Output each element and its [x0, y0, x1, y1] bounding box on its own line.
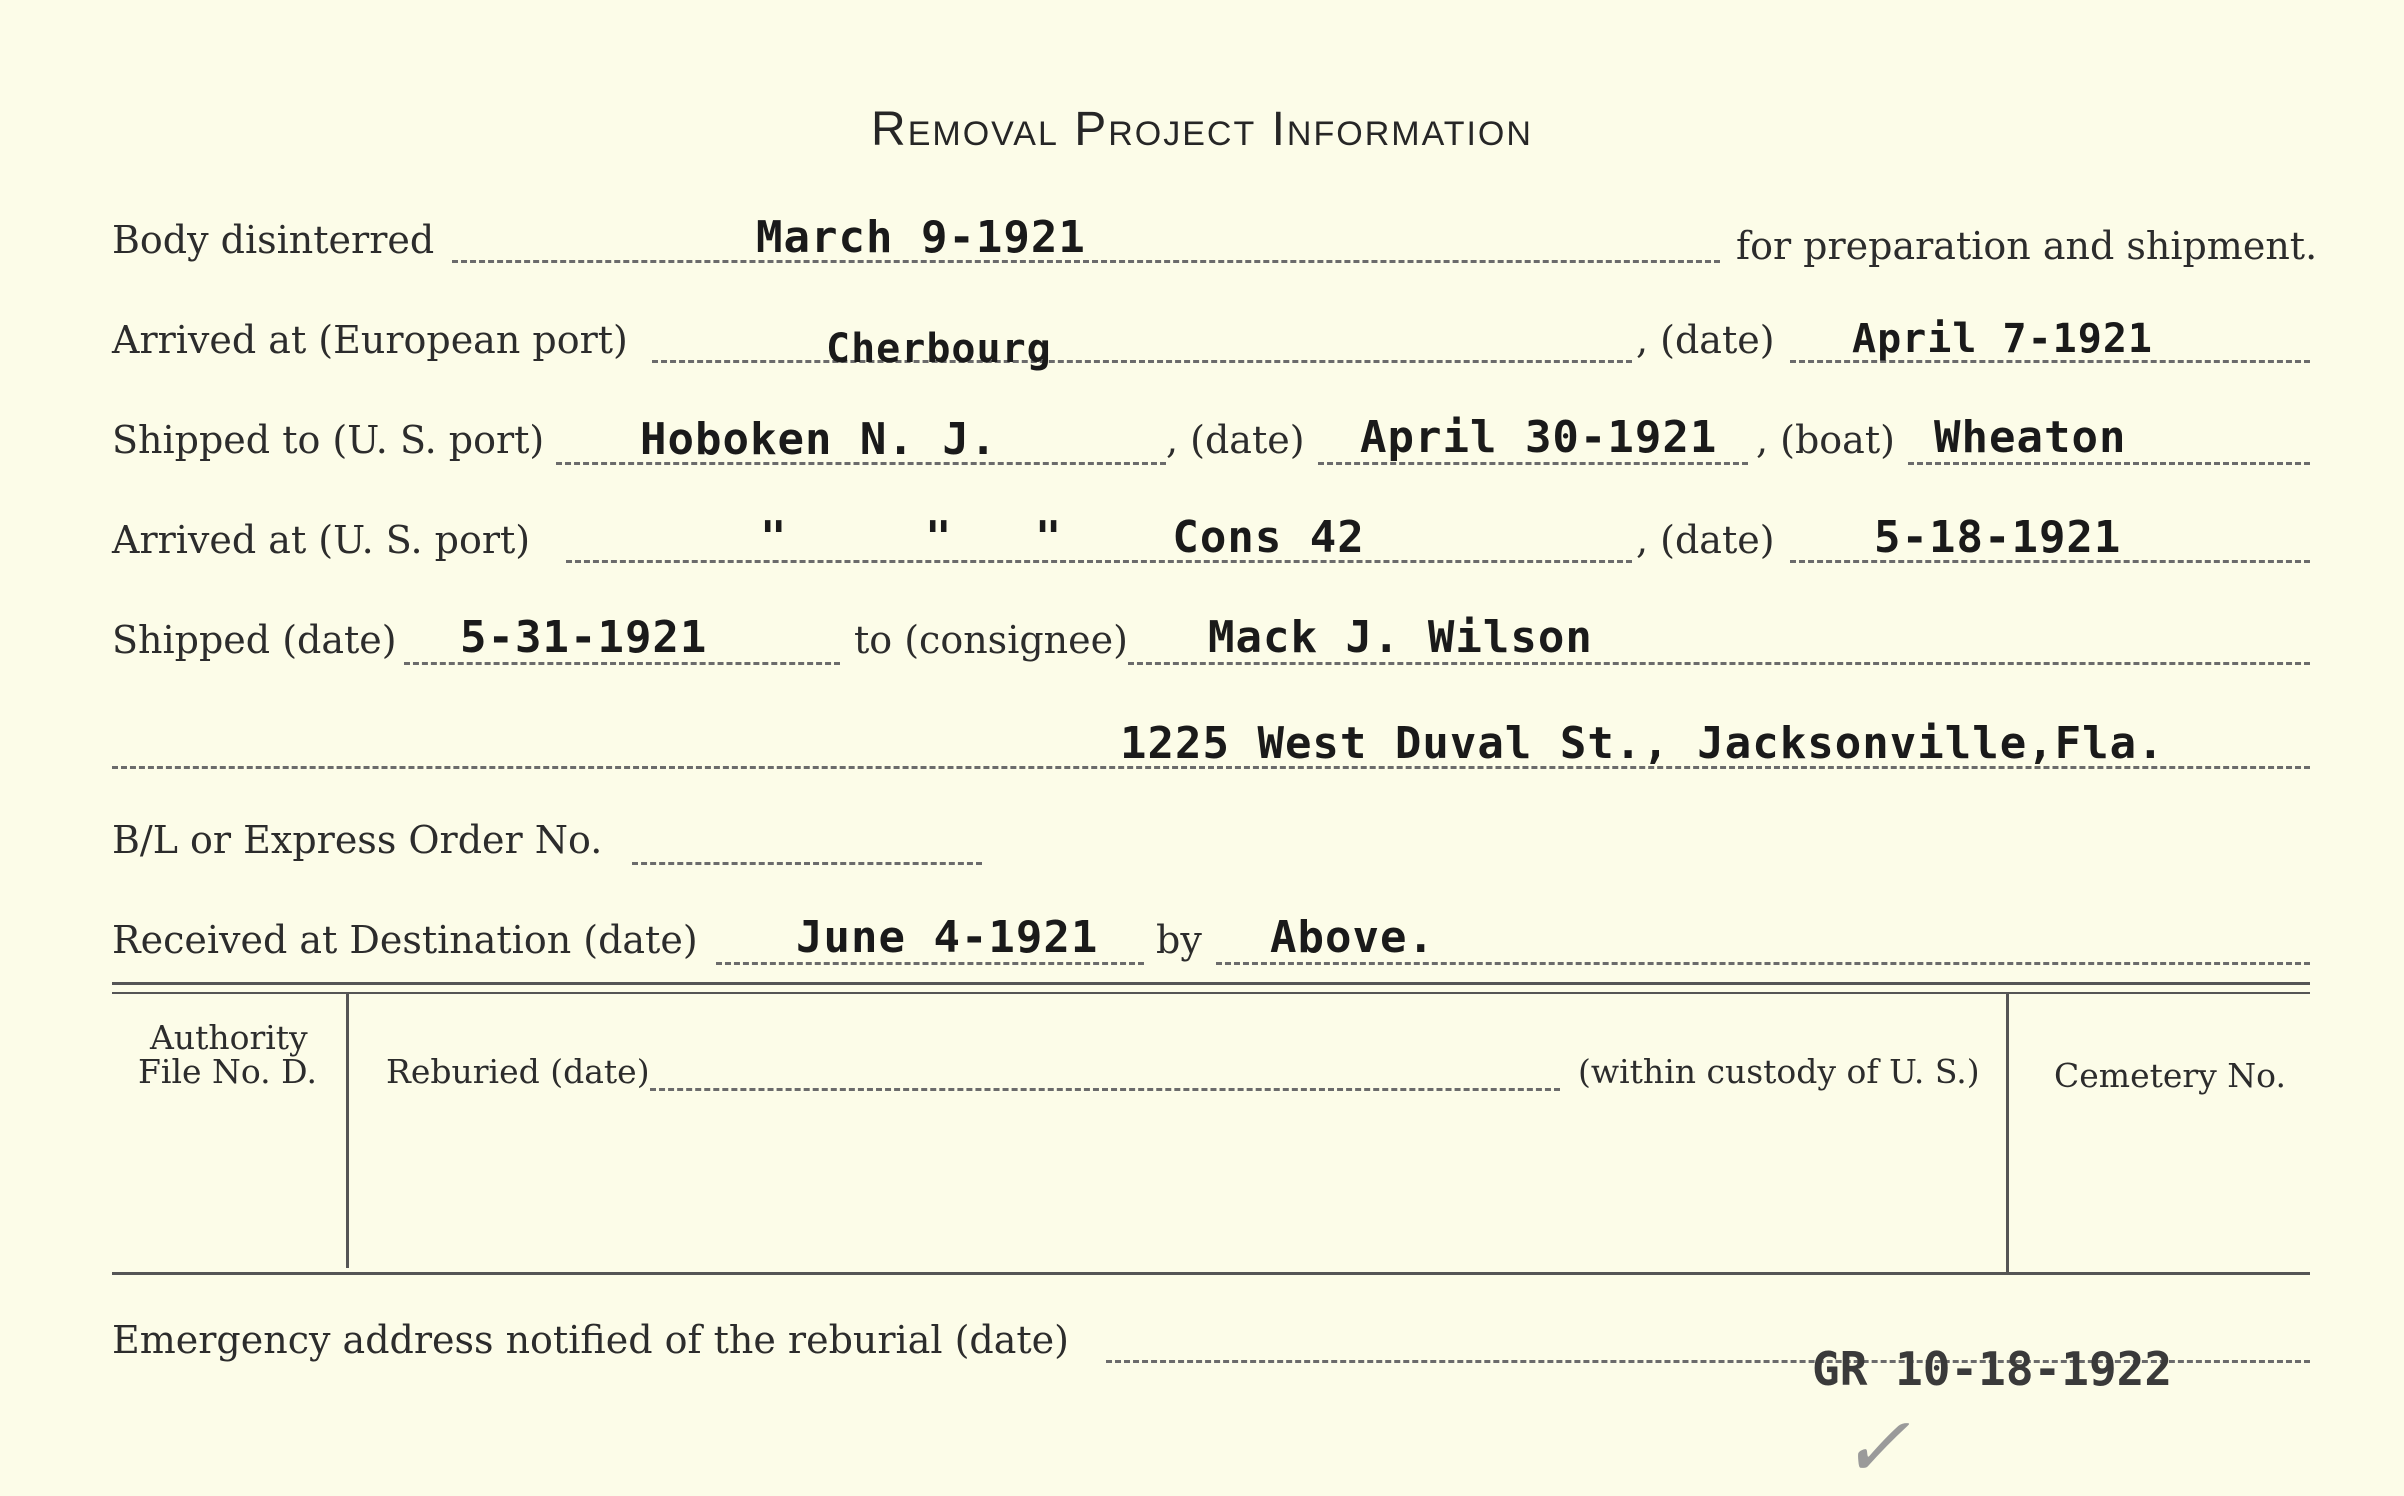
disinterred-line [452, 260, 1720, 263]
received-by-label: by [1156, 918, 1202, 962]
consignee-label: to (consignee) [854, 618, 1128, 662]
bl-order-row [0, 818, 2404, 888]
shipped-date-value: 5-31-1921 [460, 612, 708, 663]
address-row [0, 718, 2404, 792]
european-port-date-value: April 7-1921 [1852, 316, 2153, 362]
bl-order-line [632, 862, 982, 865]
box-top-rule-2 [112, 992, 2310, 994]
reburied-label: Reburied (date) [386, 1052, 650, 1091]
european-port-value: Cherbourg [826, 326, 1052, 372]
card-title: Removal Project Information [871, 103, 1533, 156]
us-port-ship-date-label: , (date) [1166, 418, 1305, 462]
received-label: Received at Destination (date) [112, 918, 698, 962]
emergency-stamp: GR 10-18-1922 [1812, 1342, 2173, 1396]
box-bottom-rule [112, 1272, 2310, 1275]
reburied-suffix: (within custody of U. S.) [1578, 1052, 1980, 1091]
received-row [0, 912, 2404, 988]
cemetery-label: Cemetery No. [2054, 1056, 2286, 1095]
box-right-divider [2006, 994, 2009, 1272]
us-port-arrival-label: Arrived at (U. S. port) [112, 518, 531, 562]
us-port-arrival-row [0, 512, 2404, 588]
disinterred-value: March 9-1921 [756, 212, 1086, 263]
us-port-ship-row [0, 412, 2404, 488]
consignee-value: Mack J. Wilson [1208, 612, 1593, 663]
us-port-arrival-value: " " " Cons 42 [760, 512, 1365, 563]
european-port-label: Arrived at (European port) [112, 318, 628, 362]
european-port-row [0, 318, 2404, 388]
disinterred-suffix: for preparation and shipment. [1736, 224, 2318, 268]
shipped-date-label: Shipped (date) [112, 618, 397, 662]
disinterred-label: Body disinterred [112, 218, 435, 262]
authority-label-line2: File No. D. [138, 1052, 317, 1091]
european-port-date-label: , (date) [1636, 318, 1775, 362]
us-port-ship-boat-label: , (boat) [1756, 418, 1895, 462]
us-port-ship-label: Shipped to (U. S. port) [112, 418, 545, 462]
european-port-line [652, 360, 1632, 363]
us-port-ship-value: Hoboken N. J. [640, 414, 998, 465]
bl-order-label: B/L or Express Order No. [112, 818, 603, 862]
authority-label-line1: Authority [150, 1018, 308, 1057]
disinterred-row [0, 212, 2404, 288]
received-by-value: Above. [1270, 912, 1435, 963]
box-top-rule [112, 982, 2310, 985]
us-port-ship-date-value: April 30-1921 [1360, 412, 1718, 463]
emergency-label: Emergency address notified of the reburial (date) [112, 1318, 1069, 1362]
box-left-divider [346, 994, 349, 1268]
shipped-row [0, 612, 2404, 688]
received-date-value: June 4-1921 [796, 912, 1099, 963]
us-port-arrival-date-value: 5-18-1921 [1874, 512, 2122, 563]
us-port-ship-boat-value: Wheaton [1934, 412, 2127, 463]
reburied-line [650, 1088, 1560, 1091]
us-port-arrival-date-label: , (date) [1636, 518, 1775, 562]
address-value: 1225 West Duval St., Jacksonville,Fla. [1120, 718, 2165, 769]
handwritten-mark-icon: ✓ [1840, 1398, 1911, 1496]
